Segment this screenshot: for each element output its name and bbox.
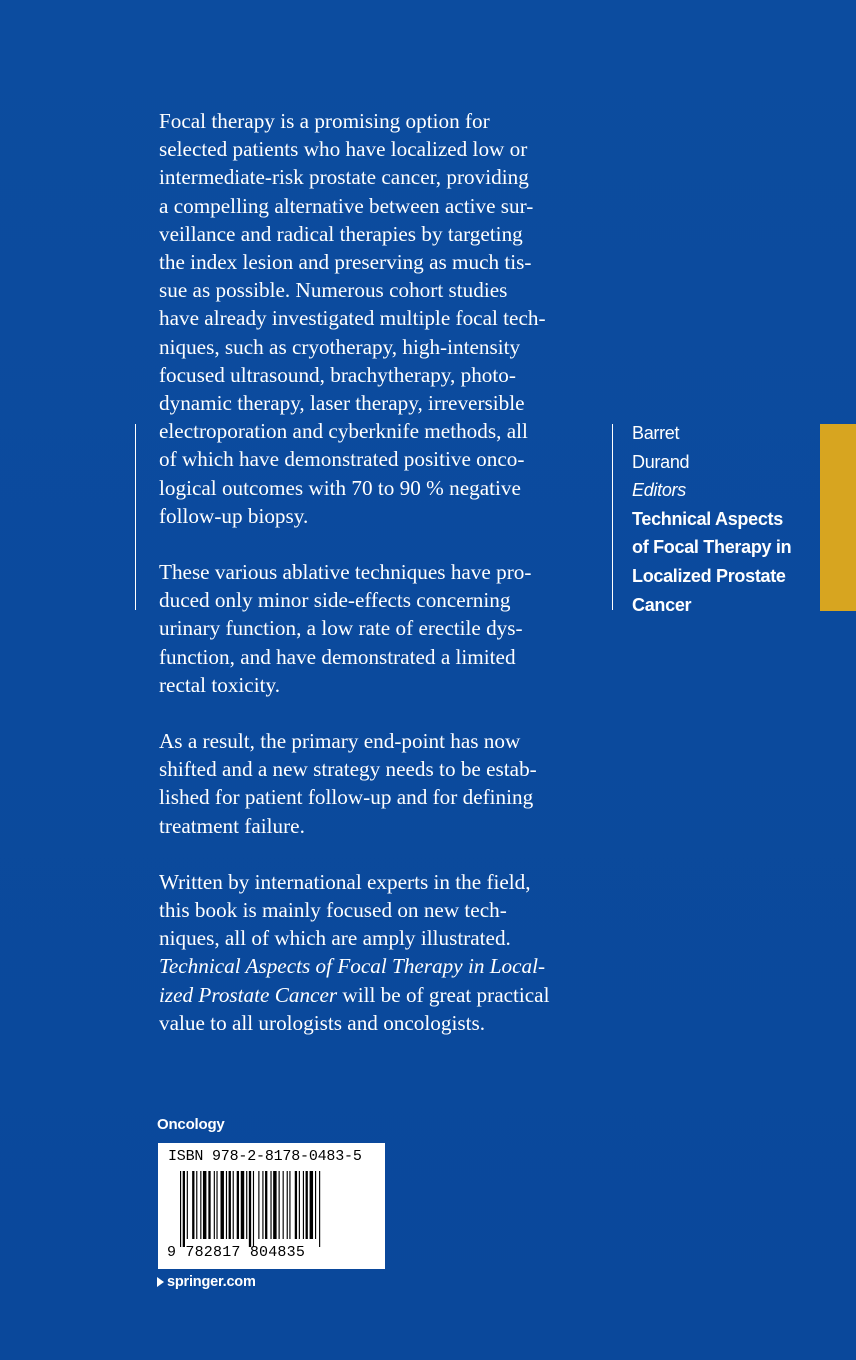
blurb-line: treatment failure. [159,813,305,838]
blurb-line: These various ablative techniques have pro- [159,560,532,585]
barcode-bar [319,1171,320,1247]
blurb-line: urinary function, a low rate of erectile dys- [159,616,523,641]
blurb-line: a compelling alternative between active sur- [159,193,534,218]
blurb-line: focused ultrasound, brachytherapy, photo- [159,362,516,387]
barcode-bar [273,1171,276,1239]
barcode-bar [203,1171,206,1239]
barcode-bar [214,1171,215,1239]
barcode-bar [180,1171,181,1247]
blurb-line: dynamic therapy, laser therapy, irreversible [159,391,525,416]
blurb-paragraph-1 [159,107,599,530]
barcode-bar [289,1171,290,1239]
blurb-paragraph-3 [159,727,599,840]
book-title-line: of Focal Therapy in [632,537,792,558]
barcode-bar [200,1171,201,1239]
barcode-bar [295,1171,297,1239]
left-divider-rule [135,424,136,610]
subject-category: Oncology [157,1116,225,1133]
blurb-line: veillance and radical therapies by targeting [159,221,523,246]
book-title-italic: ized Prostate Cancer [159,982,338,1007]
barcode-bar [279,1171,280,1239]
website-label: springer.com [167,1274,256,1290]
book-title-line: Cancer [632,594,692,615]
blurb-line: As a result, the primary end-point has now [159,729,521,754]
blurb-line [159,952,599,980]
barcode-number: 9 782817 804835 [167,1244,306,1261]
blurb-line: logical outcomes with 70 to 90 % negative [159,475,521,500]
back-cover-blurb [159,107,599,1065]
blurb-line: the index lesion and preserving as much tis- [159,250,532,275]
editor-name: Durand [632,451,690,472]
gold-accent-bar [820,424,856,611]
barcode-bar [265,1171,267,1239]
barcode-bar [229,1171,231,1239]
blurb-line: have already investigated multiple focal tech- [159,306,546,331]
barcode-bar [221,1171,224,1239]
editors-label: Editors [632,480,686,501]
barcode-bar [196,1171,197,1239]
barcode-bar [258,1171,259,1239]
barcode-bar [246,1171,247,1239]
blurb-text: will be of great practical [337,982,550,1007]
barcode-bar [253,1171,254,1247]
blurb-line: value to all urologists and oncologists. [159,1010,486,1035]
book-title-line: Technical Aspects [632,508,783,529]
barcode-bar [310,1171,313,1239]
barcode-bar [315,1171,316,1239]
barcode-bar [287,1171,288,1239]
barcode-bar [303,1171,304,1239]
blurb-line: of which have demonstrated positive onco- [159,447,525,472]
publisher-website-link[interactable] [157,1274,256,1290]
blurb-line: this book is mainly focused on new tech- [159,898,507,923]
blurb-line: lished for patient follow-up and for defining [159,785,534,810]
editor-name: Barret [632,423,680,443]
book-title-line: Localized Prostate [632,565,786,586]
blurb-line: rectal toxicity. [159,672,280,697]
barcode-bar [216,1171,217,1239]
barcode-bar [183,1171,185,1247]
blurb-line: niques, such as cryotherapy, high-intensity [159,334,521,359]
barcode-bar [249,1171,251,1247]
isbn-label: ISBN 978-2-8178-0483-5 [168,1148,362,1165]
barcode-bar [299,1171,300,1239]
blurb-line: follow-up biopsy. [159,503,309,528]
barcode-bar [208,1171,210,1239]
barcode-bar [233,1171,234,1239]
barcode-bar [306,1171,308,1239]
blurb-line: function, and have demonstrated a limited [159,644,516,669]
blurb-line: Written by international experts in the field, [159,869,531,894]
isbn-barcode [158,1143,385,1269]
blurb-paragraph-2 [159,558,599,699]
right-divider-rule [612,424,613,610]
arrow-right-icon [157,1277,164,1287]
book-title-italic: Technical Aspects of Focal Therapy in Local- [159,954,546,979]
blurb-line: Focal therapy is a promising option for [159,109,490,133]
barcode-bar [237,1171,239,1239]
barcode-bar [187,1171,188,1239]
blurb-line: duced only minor side-effects concerning [159,588,511,613]
blurb-line: intermediate-risk prostate cancer, providing [159,165,529,190]
barcode-bar [241,1171,244,1239]
barcode-bar [192,1171,194,1239]
barcode-bar [262,1171,263,1239]
barcode-bar [270,1171,271,1239]
blurb-line [159,981,599,1009]
blurb-line: niques, all of which are amply illustrated. [159,926,511,951]
blurb-line: sue as possible. Numerous cohort studies [159,278,508,303]
blurb-line: electroporation and cyberknife methods, all [159,419,528,444]
editors-title-block [632,419,832,619]
blurb-paragraph-4 [159,868,599,1037]
blurb-line: selected patients who have localized low or [159,137,528,162]
barcode-bar [283,1171,284,1239]
barcode-bar [226,1171,227,1239]
blurb-line: shifted and a new strategy needs to be estab- [159,757,537,782]
